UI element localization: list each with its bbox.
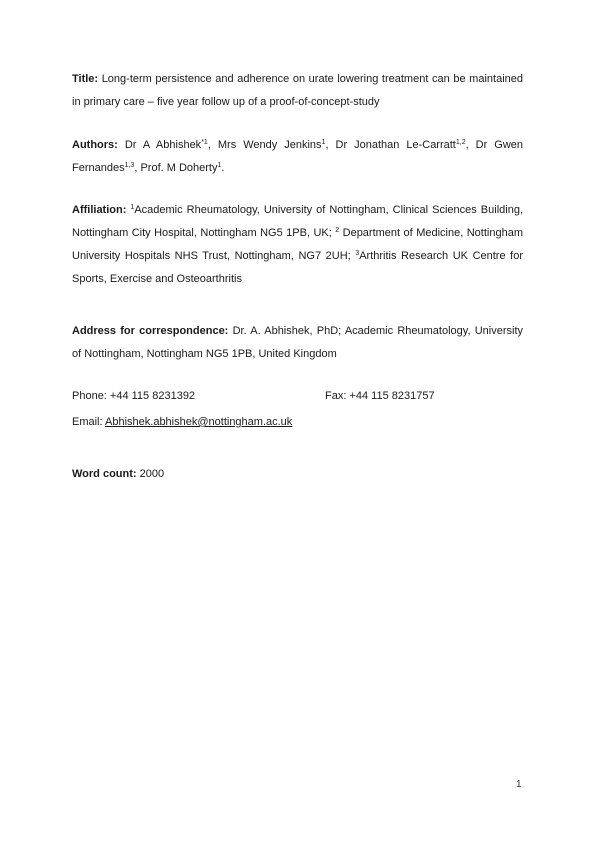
affiliation-text: Arthritis Research UK Centre for Sports, Exercise and Osteoarthritis <box>72 250 524 285</box>
affiliation-text: Department of Medicine, Nottingham University Hospitals NHS Trust, Nottingham, NG7 2UH; <box>72 227 523 262</box>
word-count-value: 2000 <box>139 468 165 480</box>
affiliation-label: Affiliation: <box>72 204 127 216</box>
author-affiliation-sup: 1,2 <box>455 139 466 146</box>
author-name: Prof. M Doherty <box>140 162 218 174</box>
author-separator: , <box>207 139 218 151</box>
affiliation-sup: 1 <box>130 204 135 211</box>
word-count-line <box>72 463 523 486</box>
word-count-label: Word count: <box>72 468 137 480</box>
authors-label: Authors: <box>72 139 118 151</box>
author-affiliation-sup: *1 <box>201 139 208 146</box>
affiliation-paragraph <box>72 199 523 291</box>
title-text: Long-term persistence and adherence on urate lowering treatment can be maintained in primary care – five year follow up of a proof-of-concept-study <box>72 73 523 108</box>
affiliation-sup: 2 <box>335 227 340 234</box>
title-label: Title: <box>72 73 99 85</box>
author-separator: , <box>325 139 336 151</box>
author-name: Mrs Wendy Jenkins <box>217 139 322 151</box>
page-number: 1 <box>516 779 522 790</box>
affiliation-text: Academic Rheumatology, University of Nottingham, Clinical Sciences Building, Nottingham City Hospital, Nottingham NG5 1PB, UK; <box>72 204 523 239</box>
authors-paragraph <box>72 134 523 180</box>
phone-fax-line <box>72 385 523 408</box>
title-paragraph <box>72 68 523 114</box>
affiliation-sup: 3 <box>355 250 360 257</box>
author-name: Dr Gwen Fernandes <box>72 139 524 174</box>
author-affiliation-sup: 1 <box>321 139 326 146</box>
correspondence-label: Address for correspondence: <box>72 325 229 337</box>
correspondence-text: Dr. A. Abhishek, PhD; Academic Rheumatology, University of Nottingham, Nottingham NG5 1PB, United Kingdom <box>72 325 523 360</box>
author-separator: . <box>221 162 225 174</box>
email-link[interactable]: Abhishek.abhishek@nottingham.ac.uk <box>105 416 293 428</box>
author-separator: , <box>465 139 476 151</box>
author-name: Dr A Abhishek <box>124 139 202 151</box>
correspondence-paragraph <box>72 320 523 366</box>
author-separator: , <box>134 162 141 174</box>
email-label: Email: <box>72 416 106 428</box>
fax-text: Fax: +44 115 8231757 <box>325 390 435 402</box>
author-affiliation-sup: 1 <box>217 162 222 169</box>
author-affiliation-sup: 1,3 <box>124 162 135 169</box>
authors-list <box>72 139 523 174</box>
email-line <box>72 411 523 434</box>
affiliation-list <box>72 204 523 285</box>
author-name: Dr Jonathan Le-Carratt <box>335 139 456 151</box>
phone-text: Phone: +44 115 8231392 <box>72 390 196 402</box>
